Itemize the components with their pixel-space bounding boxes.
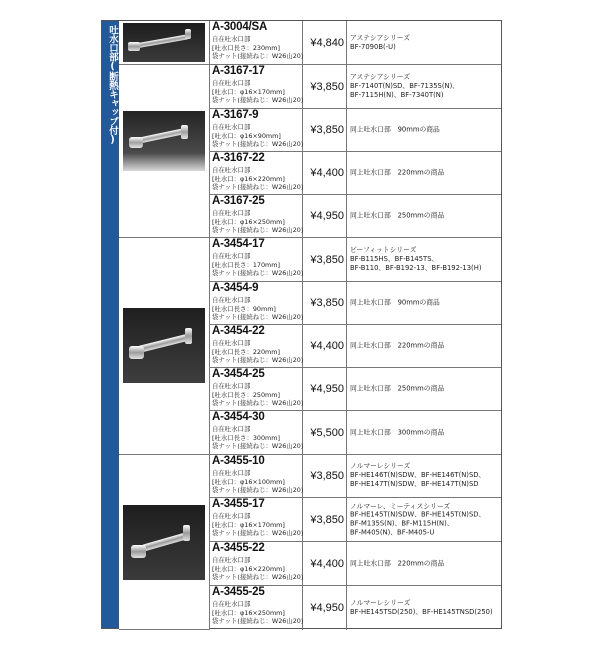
table-row <box>210 498 501 542</box>
product-spec: 自在吐水口部 [吐水口：φ16×250mm] 袋ナット(接続ねじ：W26山20) <box>212 209 304 235</box>
product-code: A-3167-25 <box>212 195 265 207</box>
price: ¥3,850 <box>310 470 344 482</box>
table-row <box>210 238 501 282</box>
product-code: A-3004/SA <box>212 21 268 33</box>
price: ¥4,840 <box>310 36 344 49</box>
product-spec: 自在吐水口部 [吐水口長さ：220mm] 袋ナット(接続ねじ：W26山20) <box>212 339 304 365</box>
price: ¥3,850 <box>310 80 344 93</box>
price-cell <box>303 498 347 541</box>
description-cell <box>210 152 303 194</box>
product-code: A-3455-10 <box>212 455 265 467</box>
product-spec: 自在吐水口部 [吐水口長さ：250mm] 袋ナット(接続ねじ：W26山20) <box>212 382 304 408</box>
compatible-models: 同上吐水口部 220mmの商品 <box>350 558 445 567</box>
product-spec: 自在吐水口部 [吐水口：φ16×100mm] 袋ナット(接続ねじ：W26山20) <box>212 469 304 495</box>
compatible-models: 同上吐水口部 90mmの商品 <box>350 125 440 134</box>
price: ¥3,850 <box>310 124 344 136</box>
product-spec: 自在吐水口部 [吐水口：φ16×250mm] 袋ナット(接続ねじ：W26山20) <box>212 600 304 626</box>
product-code: A-3167-17 <box>212 65 265 77</box>
product-code: A-3167-9 <box>212 109 259 121</box>
price-cell <box>303 109 347 151</box>
price-cell <box>303 455 347 497</box>
table-row <box>210 411 501 455</box>
compatible-models: アステシアシリーズ BF-7140T(N)SD、BF-7135S(N)、 BF-7115H(N)、BF-7340T(N) <box>350 72 460 100</box>
price: ¥4,400 <box>310 557 344 570</box>
price-cell <box>303 586 347 630</box>
product-code: A-3455-22 <box>212 542 265 554</box>
category-label: 吐水口部(断熱キャップ付) <box>107 25 118 145</box>
product-code: A-3455-25 <box>212 586 265 598</box>
table-row <box>210 65 501 109</box>
description-cell <box>210 282 303 324</box>
compatible-models: 同上吐水口部 220mmの商品 <box>350 341 445 350</box>
compatible-models: 同上吐水口部 300mmの商品 <box>350 427 445 436</box>
note-cell <box>347 195 501 237</box>
description-cell <box>210 542 303 585</box>
note-cell <box>347 498 501 541</box>
note-cell <box>347 65 501 108</box>
note-cell <box>347 586 501 630</box>
price-cell <box>303 282 347 324</box>
compatible-models: 同上吐水口部 250mmの商品 <box>350 384 445 393</box>
note-cell <box>347 238 501 281</box>
product-spec: 自在吐水口部 [吐水口長さ：90mm] 袋ナット(接続ねじ：W26山20) <box>212 296 304 322</box>
category-sidebar <box>102 21 119 628</box>
description-cell <box>210 455 303 497</box>
spout-photo <box>123 23 205 62</box>
product-code: A-3455-17 <box>212 498 265 510</box>
product-spec: 自在吐水口部 [吐水口長さ：300mm] 袋ナット(接続ねじ：W26山20) <box>212 425 304 451</box>
description-cell <box>210 586 303 630</box>
product-code: A-3454-9 <box>212 282 259 294</box>
description-cell <box>210 411 303 454</box>
price: ¥5,500 <box>310 426 344 439</box>
price: ¥4,950 <box>310 602 344 614</box>
product-spec: 自在吐水口部 [吐水口長さ：170mm] 袋ナット(接続ねじ：W26山20) <box>212 252 304 278</box>
note-cell <box>347 152 501 194</box>
price-cell <box>303 152 347 194</box>
price: ¥4,400 <box>310 167 344 179</box>
compatible-models: アステシアシリーズ BF-7090B(-U) <box>350 33 411 51</box>
note-cell <box>347 368 501 410</box>
compatible-models: ノルマーレ、ミーティスシリーズ BF-HE145T(N)SDW、BF-HE145T(N)SD、 BF-M135S(N)、BF-M115H(N)、 BF-M405(N)、BF-M405-U <box>350 501 486 537</box>
compatible-models: 同上吐水口部 90mmの商品 <box>350 298 440 307</box>
compatible-models: 同上吐水口部 220mmの商品 <box>350 168 445 177</box>
compatible-models: ノルマーレシリーズ BF-HE145TSD(250)、BF-HE145TNSD(250) <box>350 598 493 616</box>
price: ¥3,850 <box>310 513 344 526</box>
table-row <box>210 542 501 586</box>
table-row <box>210 109 501 152</box>
note-cell <box>347 455 501 497</box>
table-row <box>210 368 501 411</box>
product-image-cell <box>119 21 210 65</box>
price-cell <box>303 238 347 281</box>
table-row <box>210 325 501 368</box>
price-cell <box>303 325 347 367</box>
table-row <box>210 21 501 65</box>
note-cell <box>347 542 501 585</box>
price: ¥3,850 <box>310 253 344 266</box>
price-cell <box>303 411 347 454</box>
price-cell <box>303 195 347 237</box>
table-row <box>210 455 501 498</box>
product-image-cell <box>119 238 210 455</box>
compatible-models: ビーフィットシリーズ BF-B115HS、BF-B145TS、 BF-B110、BF-B192-13、BF-B192-13(H) <box>350 245 482 273</box>
compatible-models: 同上吐水口部 250mmの商品 <box>350 211 445 220</box>
price-cell <box>303 368 347 410</box>
product-spec: 自在吐水口部 [吐水口：φ16×220mm] 袋ナット(接続ねじ：W26山20) <box>212 556 304 582</box>
product-spec: 自在吐水口部 [吐水口長さ：230mm] 袋ナット(接続ねじ：W26山20) <box>212 35 304 61</box>
description-cell <box>210 368 303 410</box>
description-cell <box>210 109 303 151</box>
compatible-models: ノルマーレシリーズ BF-HE146T(N)SDW、BF-HE146T(N)SD、 BF-HE147T(N)SDW、BF-HE147T(N)SD <box>350 462 486 489</box>
table-row <box>210 195 501 238</box>
price: ¥4,950 <box>310 383 344 395</box>
table-row <box>210 152 501 195</box>
note-cell <box>347 411 501 454</box>
product-code: A-3454-25 <box>212 368 265 380</box>
description-cell <box>210 498 303 541</box>
price: ¥4,950 <box>310 210 344 222</box>
product-spec: 自在吐水口部 [吐水口：φ16×170mm] 袋ナット(接続ねじ：W26山20) <box>212 79 304 105</box>
note-cell <box>347 282 501 324</box>
catalog-table <box>101 20 502 629</box>
description-cell <box>210 238 303 281</box>
note-cell <box>347 21 501 64</box>
product-code: A-3454-17 <box>212 238 265 250</box>
spout-photo <box>123 505 205 580</box>
product-code: A-3167-22 <box>212 152 265 164</box>
price-cell <box>303 65 347 108</box>
product-spec: 自在吐水口部 [吐水口：φ16×90mm] 袋ナット(接続ねじ：W26山20) <box>212 123 304 149</box>
description-cell <box>210 21 303 64</box>
table-row <box>210 586 501 630</box>
description-cell <box>210 325 303 367</box>
product-code: A-3454-22 <box>212 325 265 337</box>
table-row <box>210 282 501 325</box>
price-cell <box>303 542 347 585</box>
price-cell <box>303 21 347 64</box>
price: ¥4,400 <box>310 340 344 352</box>
product-spec: 自在吐水口部 [吐水口：φ16×170mm] 袋ナット(接続ねじ：W26山20) <box>212 512 304 538</box>
spout-photo <box>123 308 205 383</box>
product-spec: 自在吐水口部 [吐水口：φ16×220mm] 袋ナット(接続ねじ：W26山20) <box>212 166 304 192</box>
description-cell <box>210 65 303 108</box>
product-image-cell <box>119 455 210 630</box>
spout-photo <box>123 111 205 171</box>
note-cell <box>347 325 501 367</box>
description-cell <box>210 195 303 237</box>
product-code: A-3454-30 <box>212 411 265 423</box>
price: ¥3,850 <box>310 297 344 309</box>
note-cell <box>347 109 501 151</box>
product-image-cell <box>119 65 210 238</box>
